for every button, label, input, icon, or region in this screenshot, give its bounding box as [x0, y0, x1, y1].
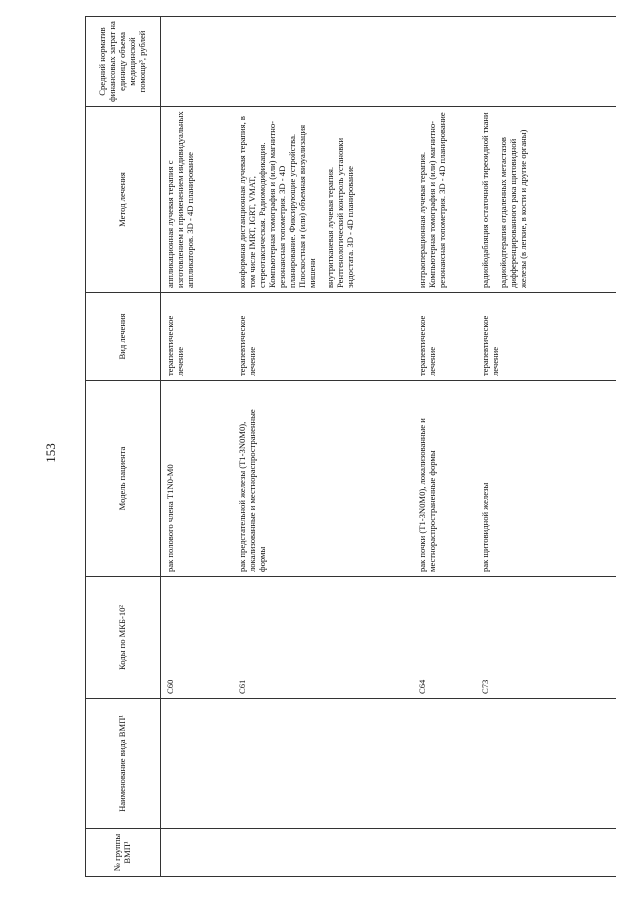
header-icd-code: Коды по МКБ-10² [86, 577, 161, 699]
cell-average-cost [233, 17, 413, 107]
table-row [413, 17, 476, 877]
cell-vmp-name [476, 699, 616, 829]
header-group-number: № группы ВМП¹ [86, 829, 161, 877]
cell-vmp-name [161, 699, 234, 829]
cell-group [413, 829, 476, 877]
header-treatment-method: Метод лечения [86, 107, 161, 293]
cell-icd-code: C60 [161, 577, 234, 699]
cell-treatment-type: терапевтическое лечение [161, 293, 234, 381]
method-paragraph: интраоперационная лучевая терапия. Компьютерная томография и (или) магнитно-резонансная топометрия. 3D - 4D планирование [417, 112, 447, 288]
cell-icd-code: C64 [413, 577, 476, 699]
cell-patient-model: рак почки (T1-3N0M0), локализованные и местнораспространенные формы [413, 381, 476, 577]
cell-treatment-method [476, 107, 616, 293]
cell-patient-model: рак щитовидной железы [476, 381, 616, 577]
cell-icd-code: C73 [476, 577, 616, 699]
header-patient-model: Модель пациента [86, 381, 161, 577]
cell-patient-model: рак предстательной железы (T1-3N0M0), локализованные и местнораспространенные формы [233, 381, 413, 577]
cell-treatment-method [233, 107, 413, 293]
cell-group [161, 829, 234, 877]
method-paragraph: конформная дистанционная лучевая терапия, в том числе IMRT, IGRT, VMAT, стереотаксическая. Радиомодификация. Компьютерная томография и (или) магнитно-резонансная топометрия. 3D - 4D планирование. Фиксирующие устройства. Плоскостная и (или) объемная визуализация мишени [237, 116, 317, 288]
cell-treatment-method [413, 107, 476, 293]
method-paragraph: радиойодабляция остаточной тиреоидной ткани [480, 112, 490, 288]
cell-vmp-name [413, 699, 476, 829]
page-number: 153 [43, 443, 58, 463]
cell-treatment-type: терапевтическое лечение [413, 293, 476, 381]
cell-group [233, 829, 413, 877]
cell-group [476, 829, 616, 877]
document-filename [0, 806, 1, 870]
cell-vmp-name [233, 699, 413, 829]
table-row [233, 17, 413, 877]
cell-average-cost [476, 17, 616, 107]
table-row [161, 17, 234, 877]
cell-treatment-type: терапевтическое лечение [476, 293, 616, 381]
header-treatment-type: Вид лечения [86, 293, 161, 381]
method-paragraph: радиойодтерапия отдаленных метастазов дифференцированного рака щитовидной железы (в легкие, в кости и другие органы) [497, 129, 528, 288]
cell-average-cost [161, 17, 234, 107]
table-row [476, 17, 616, 877]
cell-treatment-method [161, 107, 234, 293]
cell-icd-code: C61 [233, 577, 413, 699]
rotated-table-container [85, 17, 635, 877]
header-average-cost: Средний норматив финансовых затрат на единицу объема медицинской помощи³, рублей [86, 17, 161, 107]
header-vmp-name: Наименование вида ВМП¹ [86, 699, 161, 829]
medical-care-table [85, 16, 616, 877]
table-header-row [86, 17, 161, 877]
cell-patient-model: рак полового члена T1N0-M0 [161, 381, 234, 577]
method-paragraph: внутритканевая лучевая терапия. Рентгенологический контроль установки эндостата. 3D - 4D планирование [324, 137, 355, 288]
cell-average-cost [413, 17, 476, 107]
method-paragraph: аппликационная лучевая терапия с изготовлением и применением индивидуальных аппликаторов. 3D - 4D планирование [165, 111, 195, 288]
cell-treatment-type: терапевтическое лечение [233, 293, 413, 381]
